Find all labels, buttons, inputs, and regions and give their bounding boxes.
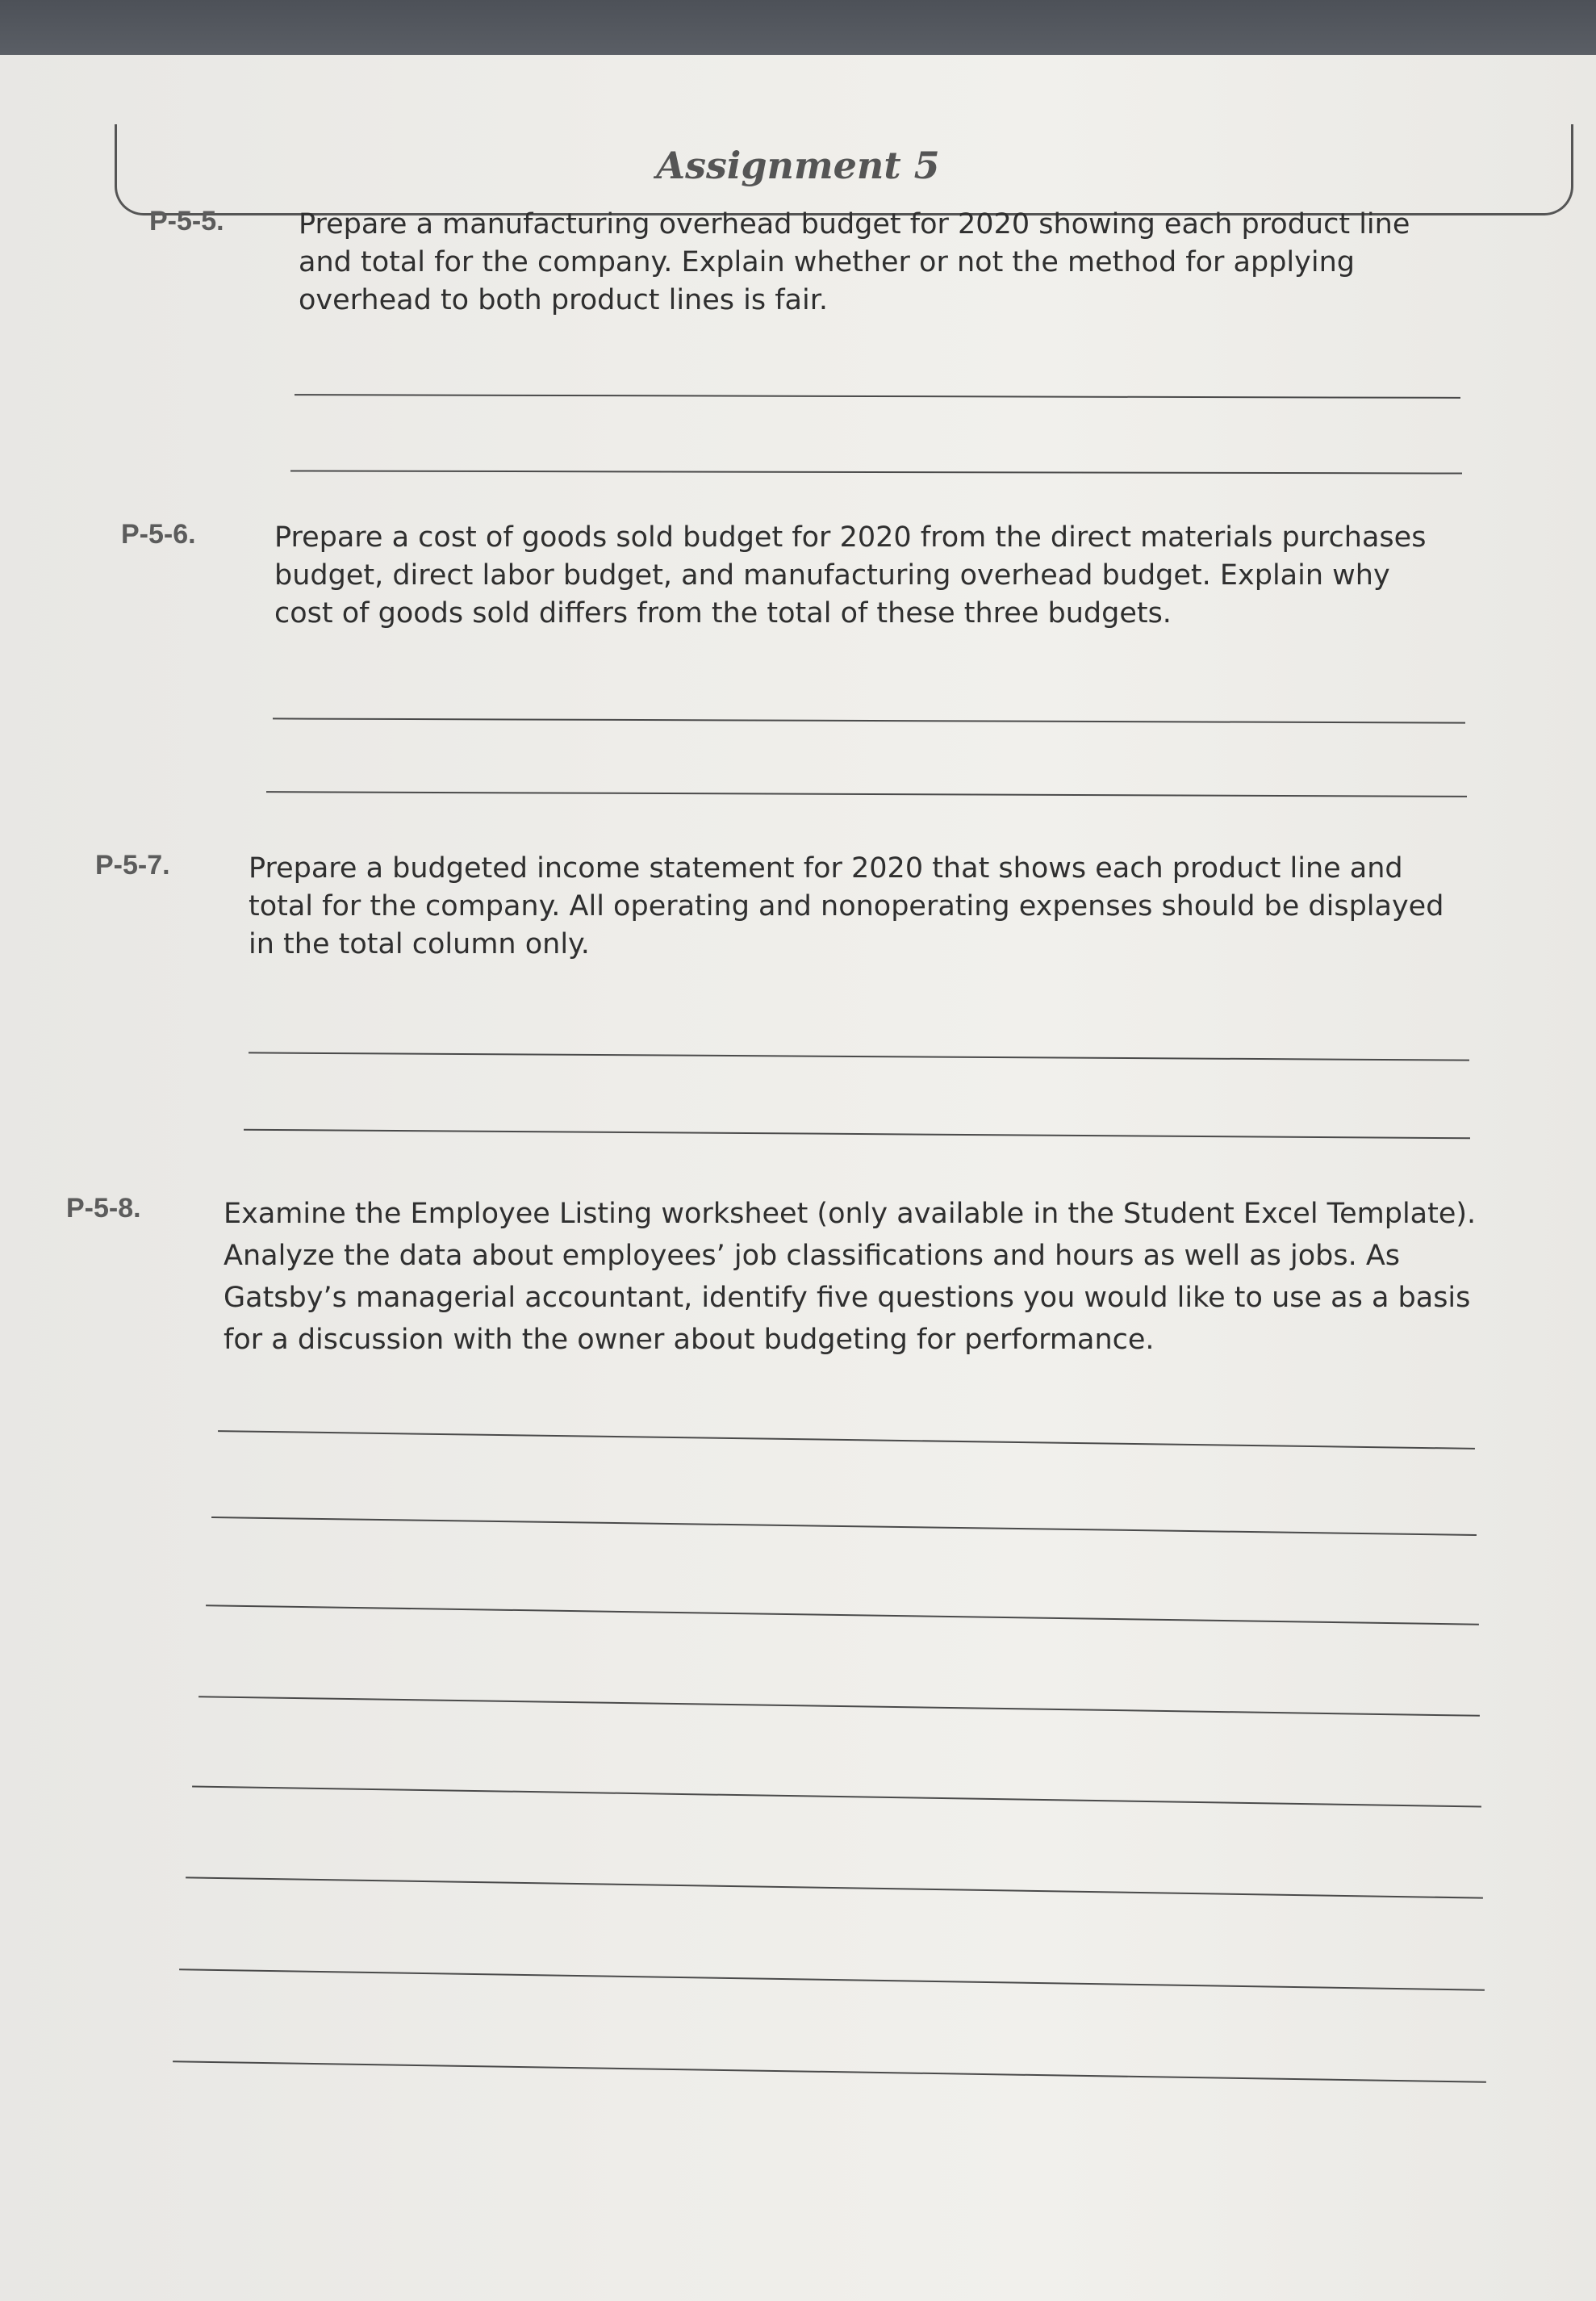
problem-number: P-5-5. xyxy=(149,206,224,236)
worksheet-page xyxy=(0,55,1596,2301)
answer-line[interactable] xyxy=(273,717,1465,723)
problem-number: P-5-8. xyxy=(66,1193,141,1224)
problem-text: Prepare a budgeted income statement for 2020 that shows each product line and total for the company. All operating and nonoperating expenses should be displayed in the total column only. xyxy=(249,852,1444,960)
problem-number: P-5-6. xyxy=(121,519,196,550)
page-title: Assignment 5 xyxy=(656,144,940,187)
answer-line[interactable] xyxy=(173,2060,1486,2083)
answer-line[interactable] xyxy=(266,791,1467,797)
problem-text: Examine the Employee Listing worksheet (only available in the Student Excel Template). Analyze the data about employees’ job classifications and hours as well as jobs. As Gatsby’s managerial accountant, identify five questions you would like to use as a basis for a discussion with the owner about budgeting for performance. xyxy=(224,1198,1477,1356)
answer-line[interactable] xyxy=(295,394,1460,399)
answer-line[interactable] xyxy=(192,1785,1481,1807)
answer-line[interactable] xyxy=(186,1876,1483,1898)
answer-line[interactable] xyxy=(206,1604,1479,1625)
answer-line[interactable] xyxy=(290,470,1462,474)
answer-line[interactable] xyxy=(218,1430,1475,1450)
problem-text: Prepare a cost of goods sold budget for 2020 from the direct materials purchases budget, direct labor budget, and manufacturing overhead budget. Explain why cost of goods sold differs from the total of these three budgets. xyxy=(274,521,1427,630)
answer-line[interactable] xyxy=(198,1696,1480,1717)
answer-line[interactable] xyxy=(211,1517,1477,1536)
problem-number: P-5-7. xyxy=(95,850,170,881)
answer-line[interactable] xyxy=(179,1968,1485,1990)
answer-line[interactable] xyxy=(244,1129,1470,1140)
answer-line[interactable] xyxy=(249,1052,1469,1061)
problem-text: Prepare a manufacturing overhead budget for 2020 showing each product line and total for the company. Explain whether or not the method for applying overhead to both product lines is fair. xyxy=(299,208,1410,316)
